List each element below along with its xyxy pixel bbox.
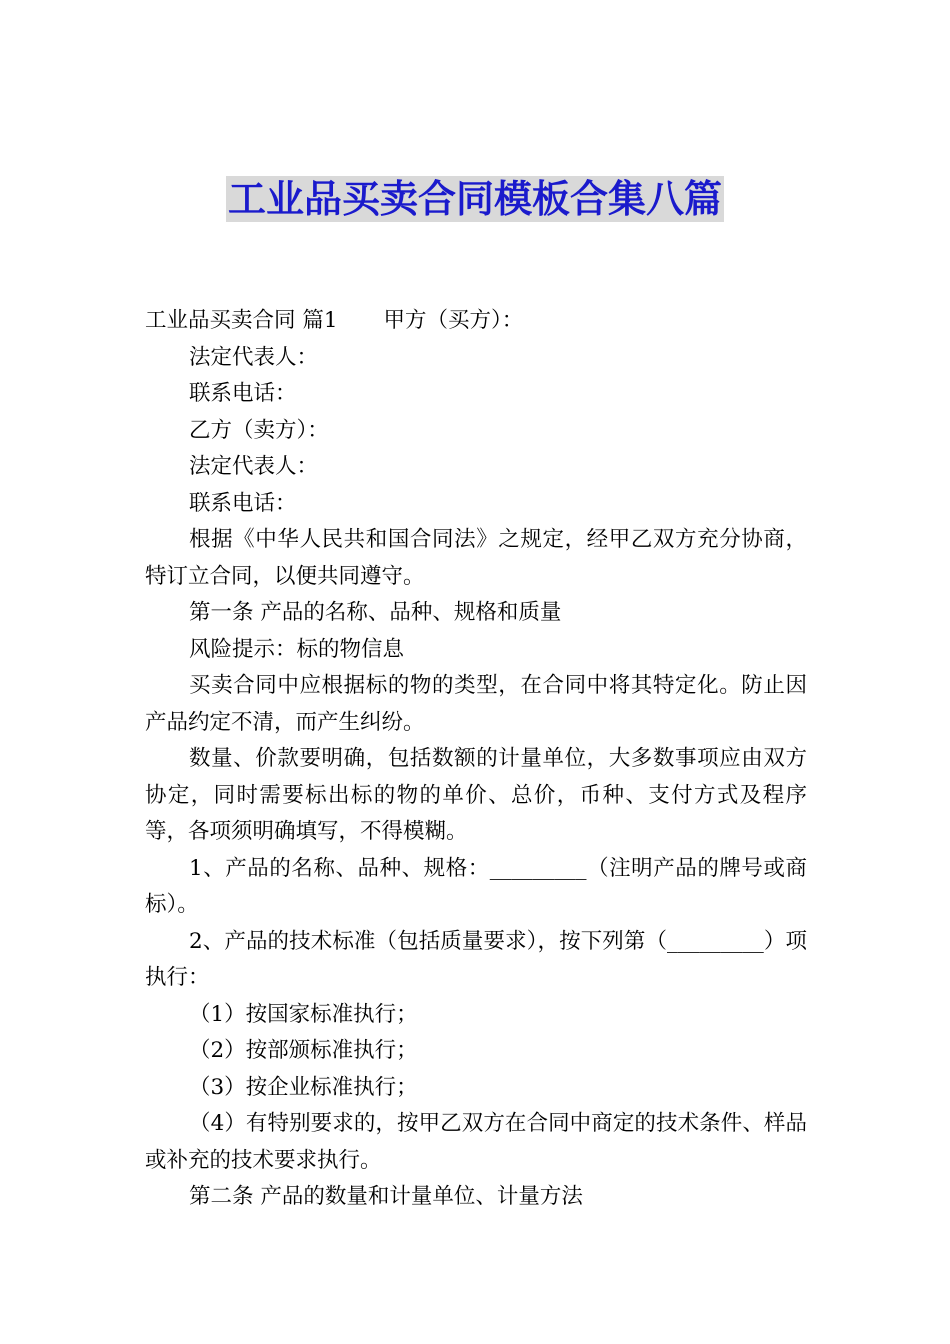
paragraph: 2、产品的技术标准（包括质量要求），按下列第（_________）项执行：: [145, 928, 807, 990]
paragraph: 第二条 产品的数量和计量单位、计量方法: [189, 1184, 583, 1209]
paragraph: 根据《中华人民共和国合同法》之规定，经甲乙双方充分协商，特订立合同，以便共同遵守。: [145, 527, 807, 589]
contract-heading: 工业品买卖合同 篇1: [145, 308, 338, 333]
document-body: [145, 303, 807, 1216]
paragraph: 数量、价款要明确，包括数额的计量单位，大多数事项应由双方协定，同时需要标出标的物的单价、总价，币种、支付方式及程序等，各项须明确填写，不得模糊。: [145, 746, 807, 844]
paragraph: 法定代表人：: [189, 454, 319, 479]
title-container: [0, 176, 950, 222]
paragraph: 乙方（卖方）：: [189, 417, 329, 443]
paragraph: 联系电话：: [189, 381, 297, 406]
paragraph: 买卖合同中应根据标的物的类型，在合同中将其特定化。防止因产品约定不清，而产生纠纷。: [145, 673, 807, 735]
paragraph: （1）按国家标准执行；: [189, 1001, 418, 1027]
paragraph: 联系电话：: [189, 490, 297, 516]
paragraph: 风险提示：标的物信息: [189, 636, 405, 662]
paragraph: （3）按企业标准执行；: [189, 1074, 418, 1100]
document-title: 工业品买卖合同模板合集八篇: [227, 177, 722, 221]
party-a-label: 甲方（买方）：: [383, 308, 524, 333]
paragraph: 1、产品的名称、品种、规格：_________（注明产品的牌号或商标）。: [145, 855, 807, 917]
paragraph: （4）有特别要求的，按甲乙双方在合同中商定的技术条件、样品或补充的技术要求执行。: [145, 1111, 807, 1173]
contract-first-line: [145, 303, 807, 340]
paragraph: 第一条 产品的名称、品种、规格和质量: [189, 600, 562, 625]
paragraph: （2）按部颁标准执行；: [189, 1038, 418, 1063]
paragraph: 法定代表人：: [189, 344, 319, 370]
